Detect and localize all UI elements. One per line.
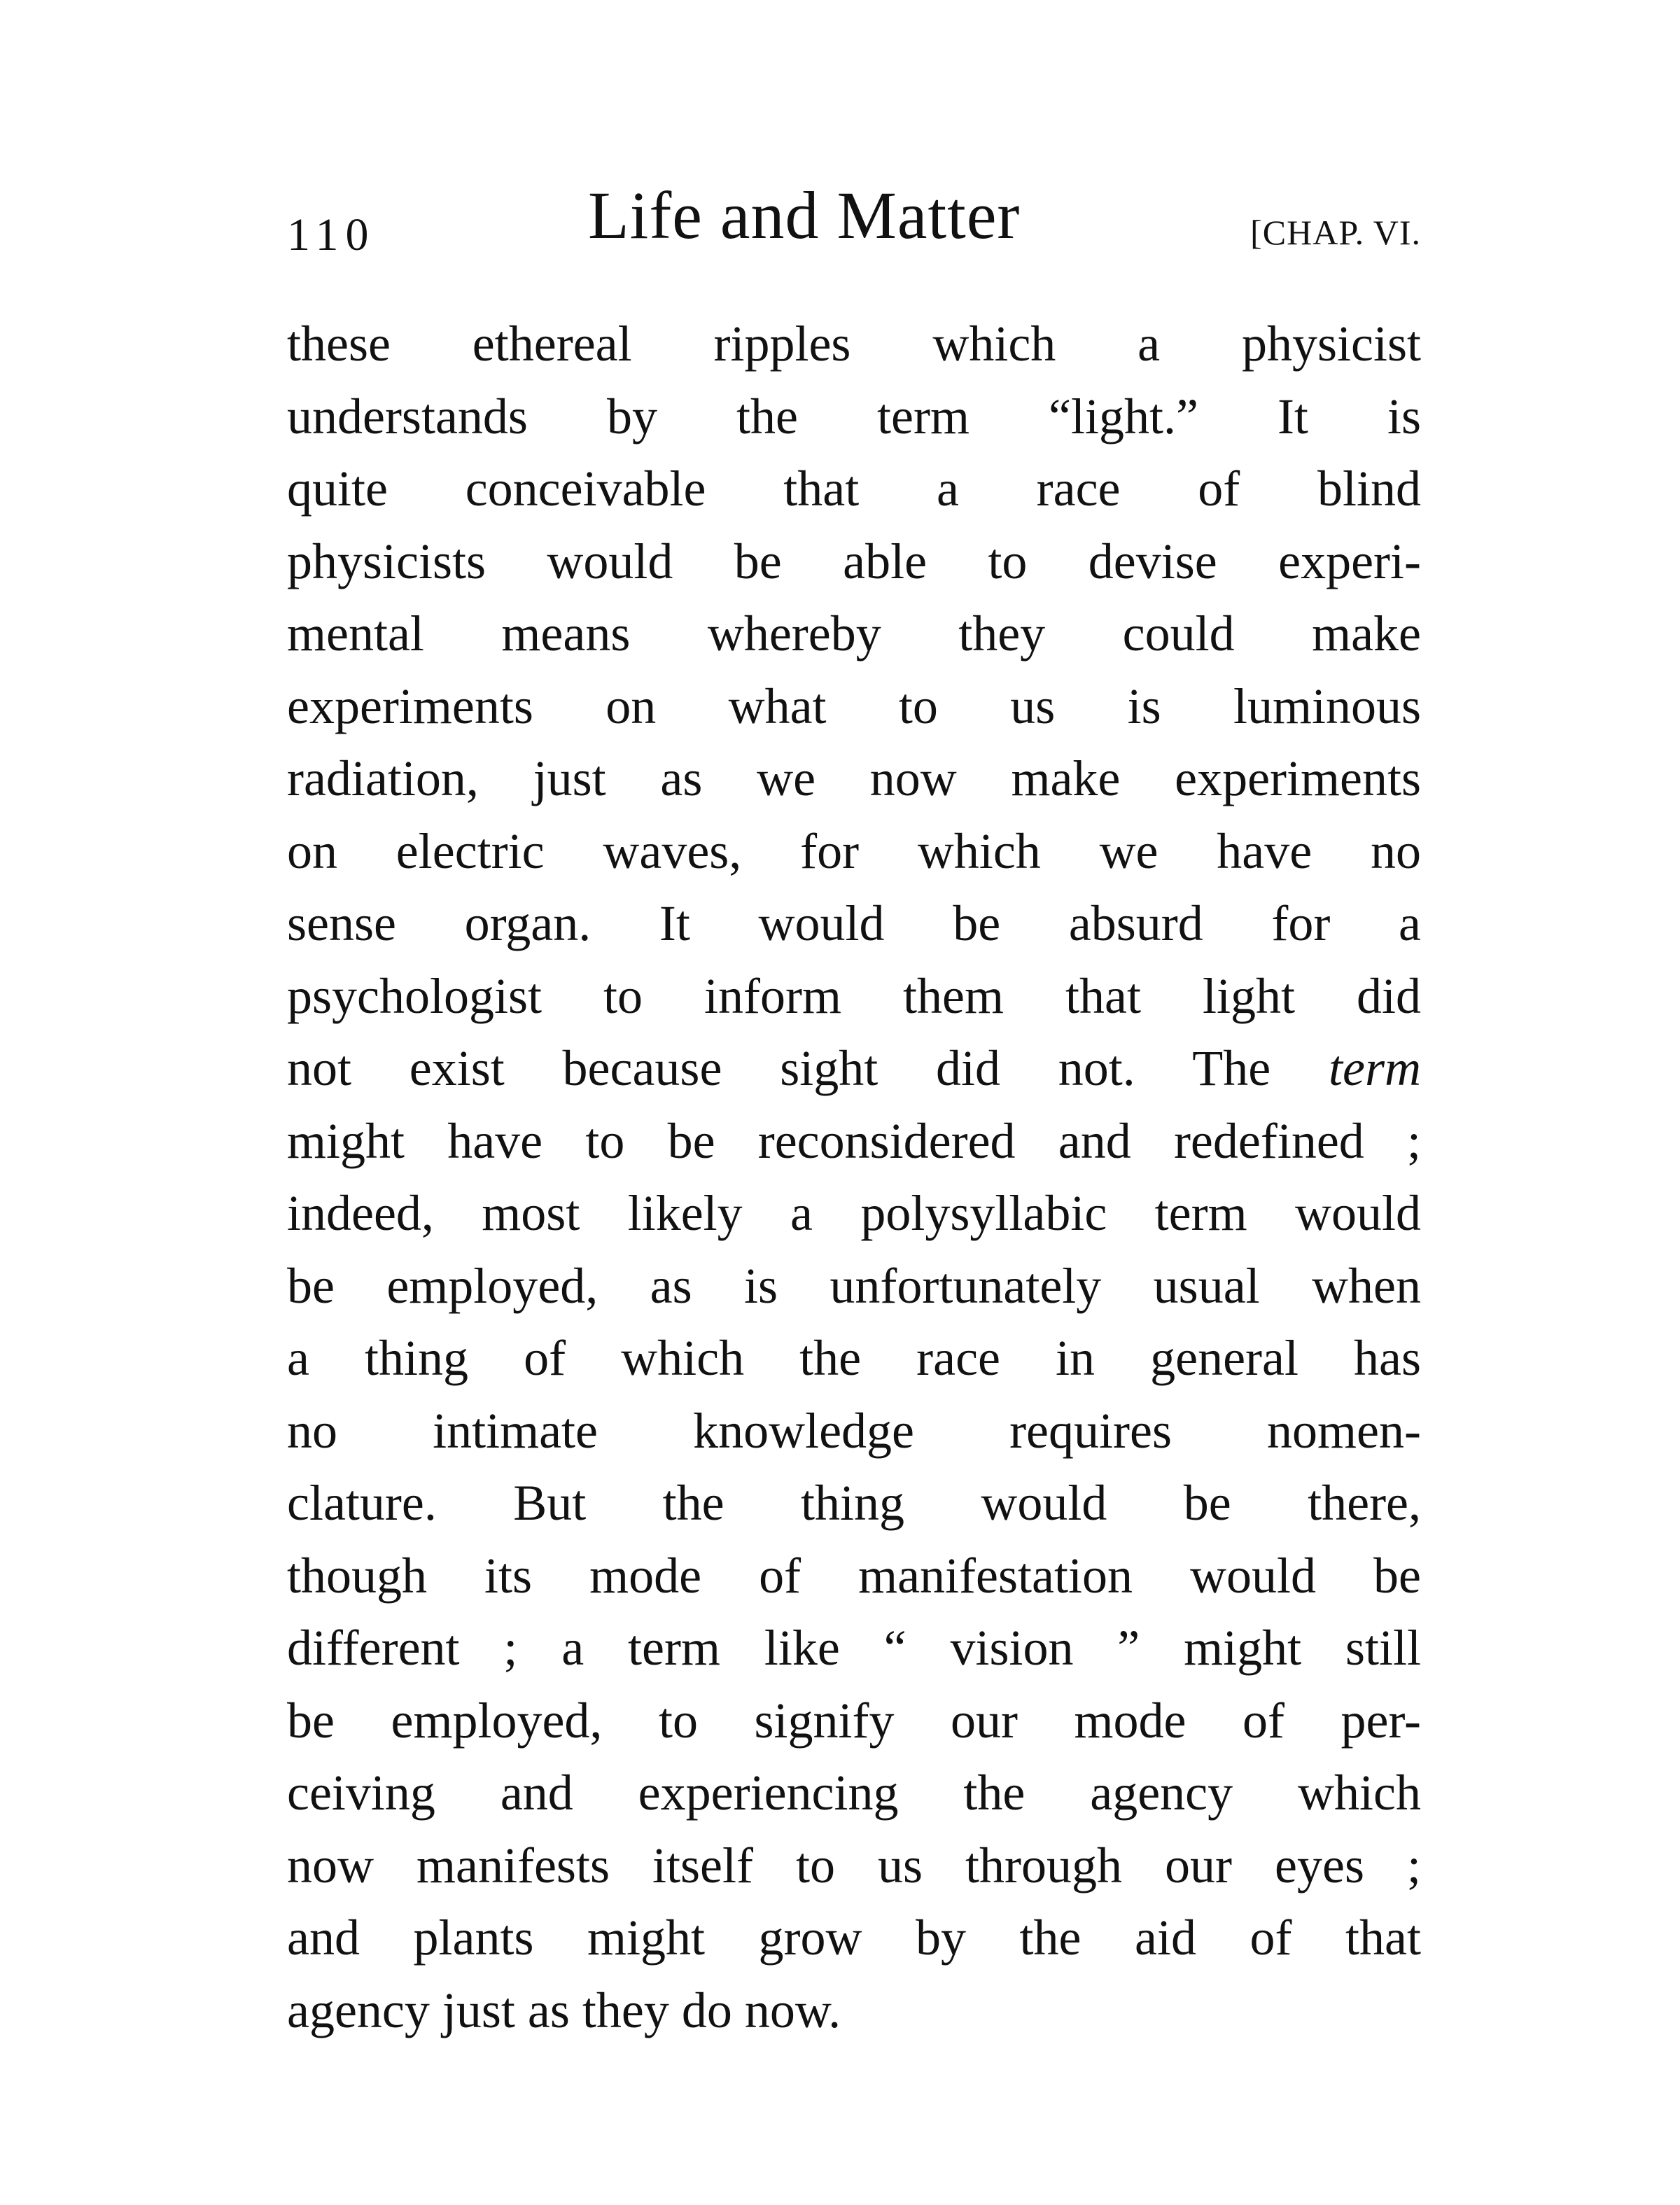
text-line-with-italic bbox=[287, 1032, 1421, 1105]
running-head bbox=[287, 178, 1421, 270]
text-line: ceiving and experiencing the agency which bbox=[287, 1765, 1421, 1821]
chapter-label: [CHAP. VI. bbox=[1250, 213, 1421, 252]
text-line: these ethereal ripples which a physicist bbox=[287, 316, 1421, 372]
text-line: psychologist to inform them that light did bbox=[287, 967, 1421, 1024]
text-line: be employed, to signify our mode of per- bbox=[287, 1692, 1421, 1749]
running-title: Life and Matter bbox=[588, 178, 1021, 253]
text-line: quite conceivable that a race of blind bbox=[287, 461, 1421, 517]
italic-term: term bbox=[1329, 1040, 1421, 1096]
text-line: might have to be reconsidered and redefined ; bbox=[287, 1112, 1421, 1169]
text-line: understands by the term “light.” It is bbox=[287, 388, 1421, 444]
text-line: mental means whereby they could make bbox=[287, 606, 1421, 662]
text-line: on electric waves, for which we have no bbox=[287, 822, 1421, 879]
text-line: clature. But the thing would be there, bbox=[287, 1475, 1421, 1531]
text-line-last: agency just as they do now. bbox=[287, 1982, 841, 2038]
text-line: a thing of which the race in general has bbox=[287, 1330, 1421, 1386]
text-line: sense organ. It would be absurd for a bbox=[287, 895, 1421, 951]
body-text bbox=[287, 308, 1421, 2047]
page-number: 110 bbox=[287, 209, 376, 260]
text-line: no intimate knowledge requires nomen- bbox=[287, 1402, 1421, 1459]
text-line: physicists would be able to devise experi- bbox=[287, 533, 1421, 589]
text-line: be employed, as is unfortunately usual when bbox=[287, 1257, 1421, 1314]
text-line: experiments on what to us is luminous bbox=[287, 678, 1421, 734]
text-line: radiation, just as we now make experiments bbox=[287, 750, 1421, 806]
text-line: now manifests itself to us through our eyes ; bbox=[287, 1837, 1421, 1893]
text-line-start: not exist because sight did not. The bbox=[287, 1040, 1329, 1096]
text-line: indeed, most likely a polysyllabic term would bbox=[287, 1185, 1421, 1241]
text-line: and plants might grow by the aid of that bbox=[287, 1910, 1421, 1966]
text-line: though its mode of manifestation would be bbox=[287, 1547, 1421, 1604]
text-line: different ; a term like “ vision ” might still bbox=[287, 1620, 1421, 1676]
